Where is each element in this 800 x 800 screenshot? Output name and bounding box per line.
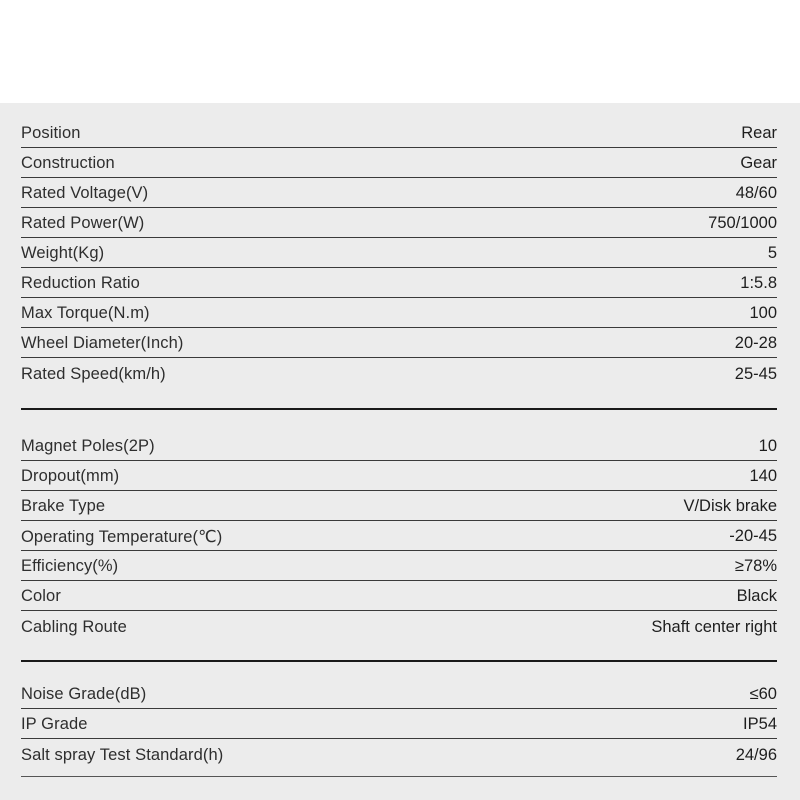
- spec-label: Magnet Poles(2P): [21, 437, 155, 455]
- spec-label: Operating Temperature(℃): [21, 527, 223, 546]
- spec-row: [21, 268, 777, 298]
- spec-row: [21, 208, 777, 238]
- spec-group-general: [21, 118, 777, 388]
- spec-label: IP Grade: [21, 715, 88, 733]
- spec-value: Gear: [740, 154, 777, 172]
- spec-value: 750/1000: [708, 214, 777, 232]
- spec-row: [21, 491, 777, 521]
- spec-value: 140: [749, 467, 777, 485]
- spec-value: IP54: [743, 715, 777, 733]
- spec-row: [21, 551, 777, 581]
- spec-group-electrical: [21, 431, 777, 641]
- spec-label: Reduction Ratio: [21, 274, 140, 292]
- spec-row: [21, 431, 777, 461]
- spec-label: Rated Voltage(V): [21, 184, 149, 202]
- spec-group-protection: [21, 679, 777, 769]
- spec-value: 5: [767, 244, 777, 262]
- spec-value: Rear: [741, 124, 777, 142]
- spec-row: [21, 358, 777, 388]
- bottom-rule: [21, 776, 777, 777]
- spec-label: Noise Grade(dB): [21, 685, 147, 703]
- spec-value: 10: [758, 437, 777, 455]
- spec-value: Shaft center right: [651, 617, 777, 636]
- spec-row: [21, 298, 777, 328]
- spec-label: Rated Power(W): [21, 214, 145, 232]
- spec-label: Dropout(mm): [21, 467, 120, 485]
- spec-row: [21, 238, 777, 268]
- section-divider: [21, 408, 777, 410]
- spec-row: [21, 148, 777, 178]
- spec-label: Color: [21, 587, 61, 605]
- spec-label: Construction: [21, 154, 115, 172]
- spec-label: Efficiency(%): [21, 557, 119, 575]
- spec-value: 1:5.8: [740, 274, 777, 292]
- spec-value: -20-45: [729, 527, 777, 545]
- spec-value: 48/60: [735, 184, 777, 202]
- spec-label: Position: [21, 124, 81, 142]
- spec-row: [21, 328, 777, 358]
- spec-row: [21, 679, 777, 709]
- spec-value: 25-45: [734, 364, 777, 383]
- spec-row: [21, 461, 777, 491]
- spec-row: [21, 739, 777, 769]
- spec-label: Max Torque(N.m): [21, 304, 150, 322]
- spec-value: ≥78%: [734, 557, 777, 575]
- section-divider: [21, 660, 777, 662]
- spec-row: [21, 611, 777, 641]
- spec-row: [21, 521, 777, 551]
- spec-label: Cabling Route: [21, 617, 127, 636]
- spec-value: 20-28: [734, 334, 777, 352]
- spec-label: Wheel Diameter(Inch): [21, 334, 184, 352]
- spec-value: V/Disk brake: [683, 497, 777, 515]
- spec-row: [21, 709, 777, 739]
- spec-label: Brake Type: [21, 497, 106, 515]
- spec-label: Rated Speed(km/h): [21, 364, 166, 383]
- spec-row: [21, 178, 777, 208]
- spec-value: ≤60: [749, 685, 777, 703]
- spec-label: Salt spray Test Standard(h): [21, 745, 224, 764]
- spec-label: Weight(Kg): [21, 244, 105, 262]
- spec-row: [21, 118, 777, 148]
- spec-value: 100: [749, 304, 777, 322]
- spec-value: 24/96: [735, 745, 777, 764]
- spec-row: [21, 581, 777, 611]
- spec-value: Black: [736, 587, 777, 605]
